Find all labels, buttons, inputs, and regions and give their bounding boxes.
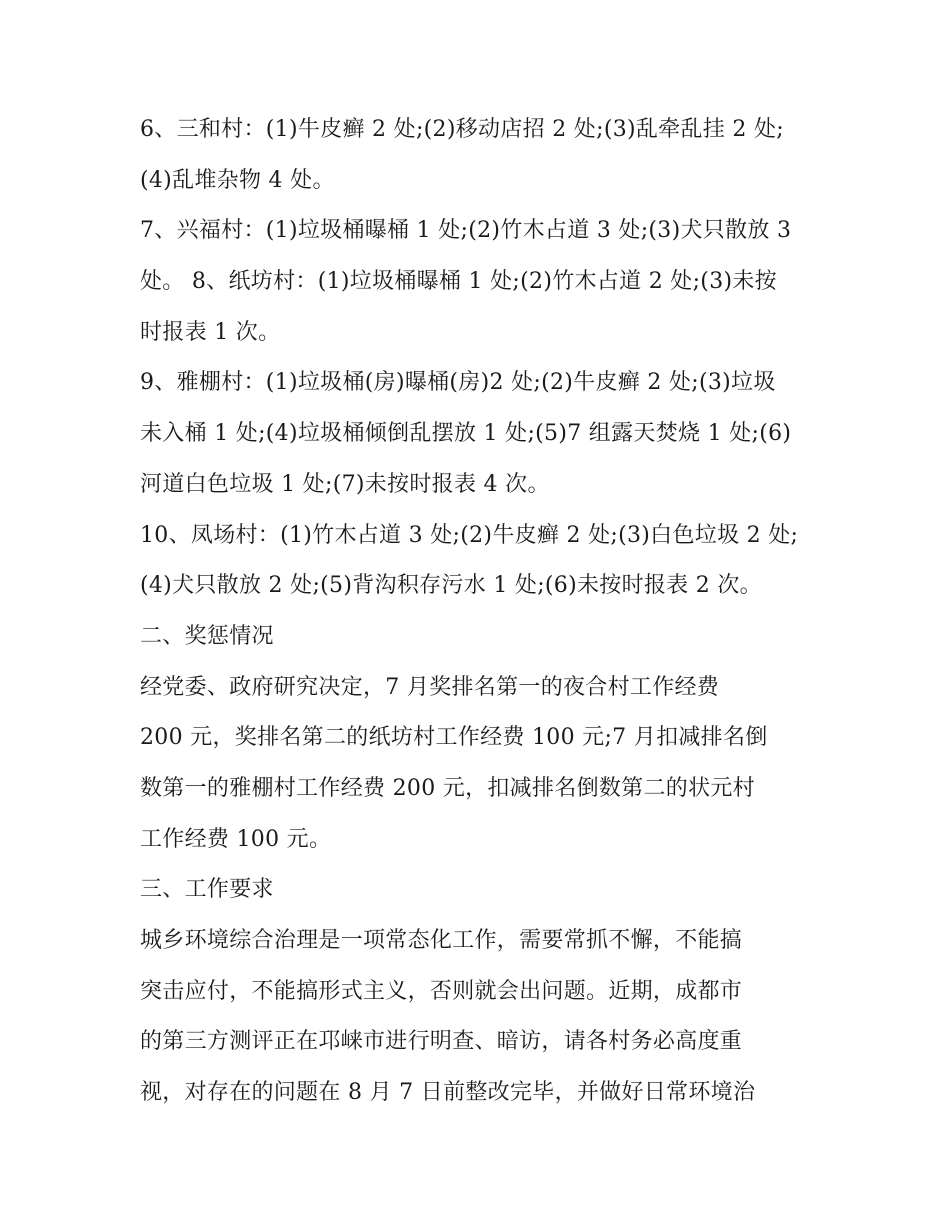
paragraph-work-requirements xyxy=(140,916,812,1119)
section-heading-rewards-penalties xyxy=(140,612,812,663)
text-line: 9、雅棚村：(1)垃圾桶(房)曝桶(房)2 处;(2)牛皮癣 2 处;(3)垃圾 xyxy=(140,370,776,396)
section-heading-work-requirements xyxy=(140,865,812,916)
text-line: 200 元，奖排名第二的纸坊村工作经费 100 元;7 月扣减排名倒 xyxy=(140,725,768,751)
document-body xyxy=(140,105,812,1119)
paragraph-xingfu-zhifang-village xyxy=(140,206,812,358)
text-line: (4)乱堆杂物 4 处。 xyxy=(140,167,335,193)
text-line: 数第一的雅棚村工作经费 200 元，扣减排名倒数第二的状元村 xyxy=(140,775,755,801)
text-line: 未入桶 1 处;(4)垃圾桶倾倒乱摆放 1 处;(5)7 组露天焚烧 1 处;(6) xyxy=(140,421,792,447)
paragraph-yapeng-village xyxy=(140,358,812,510)
text-line: 视，对存在的问题在 8 月 7 日前整改完毕，并做好日常环境治 xyxy=(140,1080,756,1106)
text-line: 6、三和村：(1)牛皮癣 2 处;(2)移动店招 2 处;(3)乱牵乱挂 2 处; xyxy=(140,117,784,142)
paragraph-sanhe-village xyxy=(140,105,812,206)
text-line: 10、凤场村：(1)竹木占道 3 处;(2)牛皮癣 2 处;(3)白色垃圾 2 处; xyxy=(140,522,799,548)
text-line: 处。 8、纸坊村：(1)垃圾桶曝桶 1 处;(2)竹木占道 2 处;(3)未按 xyxy=(140,269,777,295)
text-line: 7、兴福村：(1)垃圾桶曝桶 1 处;(2)竹木占道 3 处;(3)犬只散放 3 xyxy=(140,218,792,244)
text-line: 时报表 1 次。 xyxy=(140,319,281,345)
paragraph-fengchang-village xyxy=(140,511,812,612)
text-line: 工作经费 100 元。 xyxy=(140,826,332,852)
section-heading: 二、奖惩情况 xyxy=(140,623,274,649)
text-line: 河道白色垃圾 1 处;(7)未按时报表 4 次。 xyxy=(140,471,550,497)
text-line: 的第三方测评正在邛崃市进行明查、暗访，请各村务必高度重 xyxy=(140,1029,743,1055)
text-line: 城乡环境综合治理是一项常态化工作，需要常抓不懈，不能搞 xyxy=(140,928,743,953)
text-line: (4)犬只散放 2 处;(5)背沟积存污水 1 处;(6)未按时报表 2 次。 xyxy=(140,573,762,599)
text-line: 突击应付，不能搞形式主义，否则就会出问题。近期，成都市 xyxy=(140,978,743,1004)
paragraph-rewards-penalties xyxy=(140,663,812,866)
text-line: 经党委、政府研究决定，7 月奖排名第一的夜合村工作经费 xyxy=(140,674,720,700)
section-heading: 三、工作要求 xyxy=(140,877,274,903)
